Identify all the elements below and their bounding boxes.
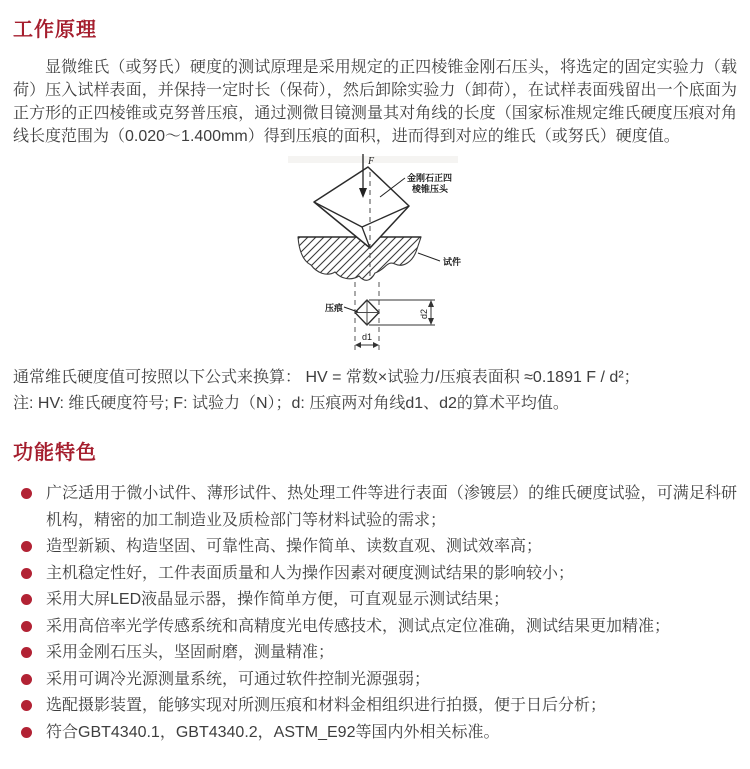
force-label: F <box>368 156 375 167</box>
bullet-dot-icon <box>21 674 32 685</box>
feature-list-item <box>13 481 737 534</box>
feature-list-item <box>13 720 737 747</box>
formula-line2: 注: HV: 维氏硬度符号; F: 试验力（N）；d: 压痕两对角线d1、d2的算术平均值。 <box>13 395 569 412</box>
feature-list <box>13 481 737 746</box>
bullet-dot-icon <box>21 700 32 711</box>
d1-arrow-right <box>373 342 379 348</box>
indenter-label-line1: 金刚石正四 <box>407 173 453 183</box>
feature-item-text: 采用高倍率光学传感系统和高精度光电传感技术，测试点定位准确，测试结果更加精准； <box>46 617 671 635</box>
feature-list-item <box>13 693 737 720</box>
feature-list-item <box>13 561 737 588</box>
feature-item-text: 采用大屏LED液晶显示器，操作简单方便，可直观显示测试结果； <box>46 591 510 608</box>
feature-item-text: 符合GBT4340.1，GBT4340.2，ASTM_E92等国内外相关标准。 <box>46 723 500 741</box>
specimen-leader-line <box>418 253 440 261</box>
bullet-dot-icon <box>21 541 32 552</box>
pyramid-silhouette <box>314 167 409 248</box>
bullet-dot-icon <box>21 621 32 632</box>
features-heading: 功能特色 <box>13 442 97 464</box>
bullet-dot-icon <box>21 488 32 499</box>
feature-list-item <box>13 640 737 667</box>
feature-list-item <box>13 614 737 641</box>
indenter-label-line2: 棱锥压头 <box>412 184 449 194</box>
formula-line1: 通常维氏硬度值可按照以下公式来换算： HV = 常数×试验力/压痕表面积 ≈0.1891 F / d²； <box>13 369 640 386</box>
indentation-leader-line <box>344 307 358 312</box>
formula-block <box>13 365 737 417</box>
bullet-dot-icon <box>21 727 32 738</box>
feature-list-item <box>13 534 737 561</box>
feature-list-item <box>13 587 737 614</box>
indentation-diagonals <box>355 300 379 325</box>
feature-list-item <box>13 667 737 694</box>
bullet-dot-icon <box>21 568 32 579</box>
specimen-shape <box>298 237 421 280</box>
feature-item-text: 广泛适用于微小试件、薄形试件、热处理工件等进行表面（渗镀层）的维氏硬度试验，可满足科研机构，精密的加工制造业及质检部门等材料试验的需求； <box>46 485 737 529</box>
bullet-dot-icon <box>21 647 32 658</box>
feature-item-text: 采用金刚石压头，坚固耐磨，测量精准； <box>46 644 335 661</box>
feature-item-text: 造型新颖、构造坚固、可靠性高、操作简单、读数直观、测试效率高； <box>46 538 543 555</box>
feature-item-text: 主机稳定性好，工件表面质量和人为操作因素对硬度测试结果的影响较小； <box>46 564 575 582</box>
indenter-diagram-svg <box>283 150 523 358</box>
feature-item-text: 选配摄影装置，能够实现对所测压痕和材料金相组织进行拍摄，便于日后分析； <box>46 697 607 714</box>
indentation-label: 压痕 <box>324 303 343 313</box>
indenter-diagram <box>283 150 523 358</box>
specimen-label: 试件 <box>443 257 462 267</box>
bullet-dot-icon <box>21 594 32 605</box>
principle-paragraph: 显微维氏（或努氏）硬度的测试原理是采用规定的正四棱锥金刚石压头，将选定的固定实验力（载荷）压入试样表面，并保持一定时长（保荷），然后卸除实验力（卸荷），在试样表面残留出一个底面为正方形的正四棱锥或克努普压痕，通过测微目镜测量其对角线的长度（国家标准规定维氏硬度压痕对角线长度范围为（0.020～1.400mm）得到压痕的面积，进而得到对应的维氏（或努氏）硬度值。 <box>13 59 737 145</box>
principle-heading: 工作原理 <box>13 19 97 41</box>
d1-arrow-left <box>355 342 361 348</box>
feature-item-text: 采用可调冷光源测量系统，可通过软件控制光源强弱； <box>46 670 431 688</box>
d2-arrow-top <box>428 300 434 307</box>
d1-label: d1 <box>362 332 373 342</box>
d2-label: d2 <box>419 308 429 319</box>
